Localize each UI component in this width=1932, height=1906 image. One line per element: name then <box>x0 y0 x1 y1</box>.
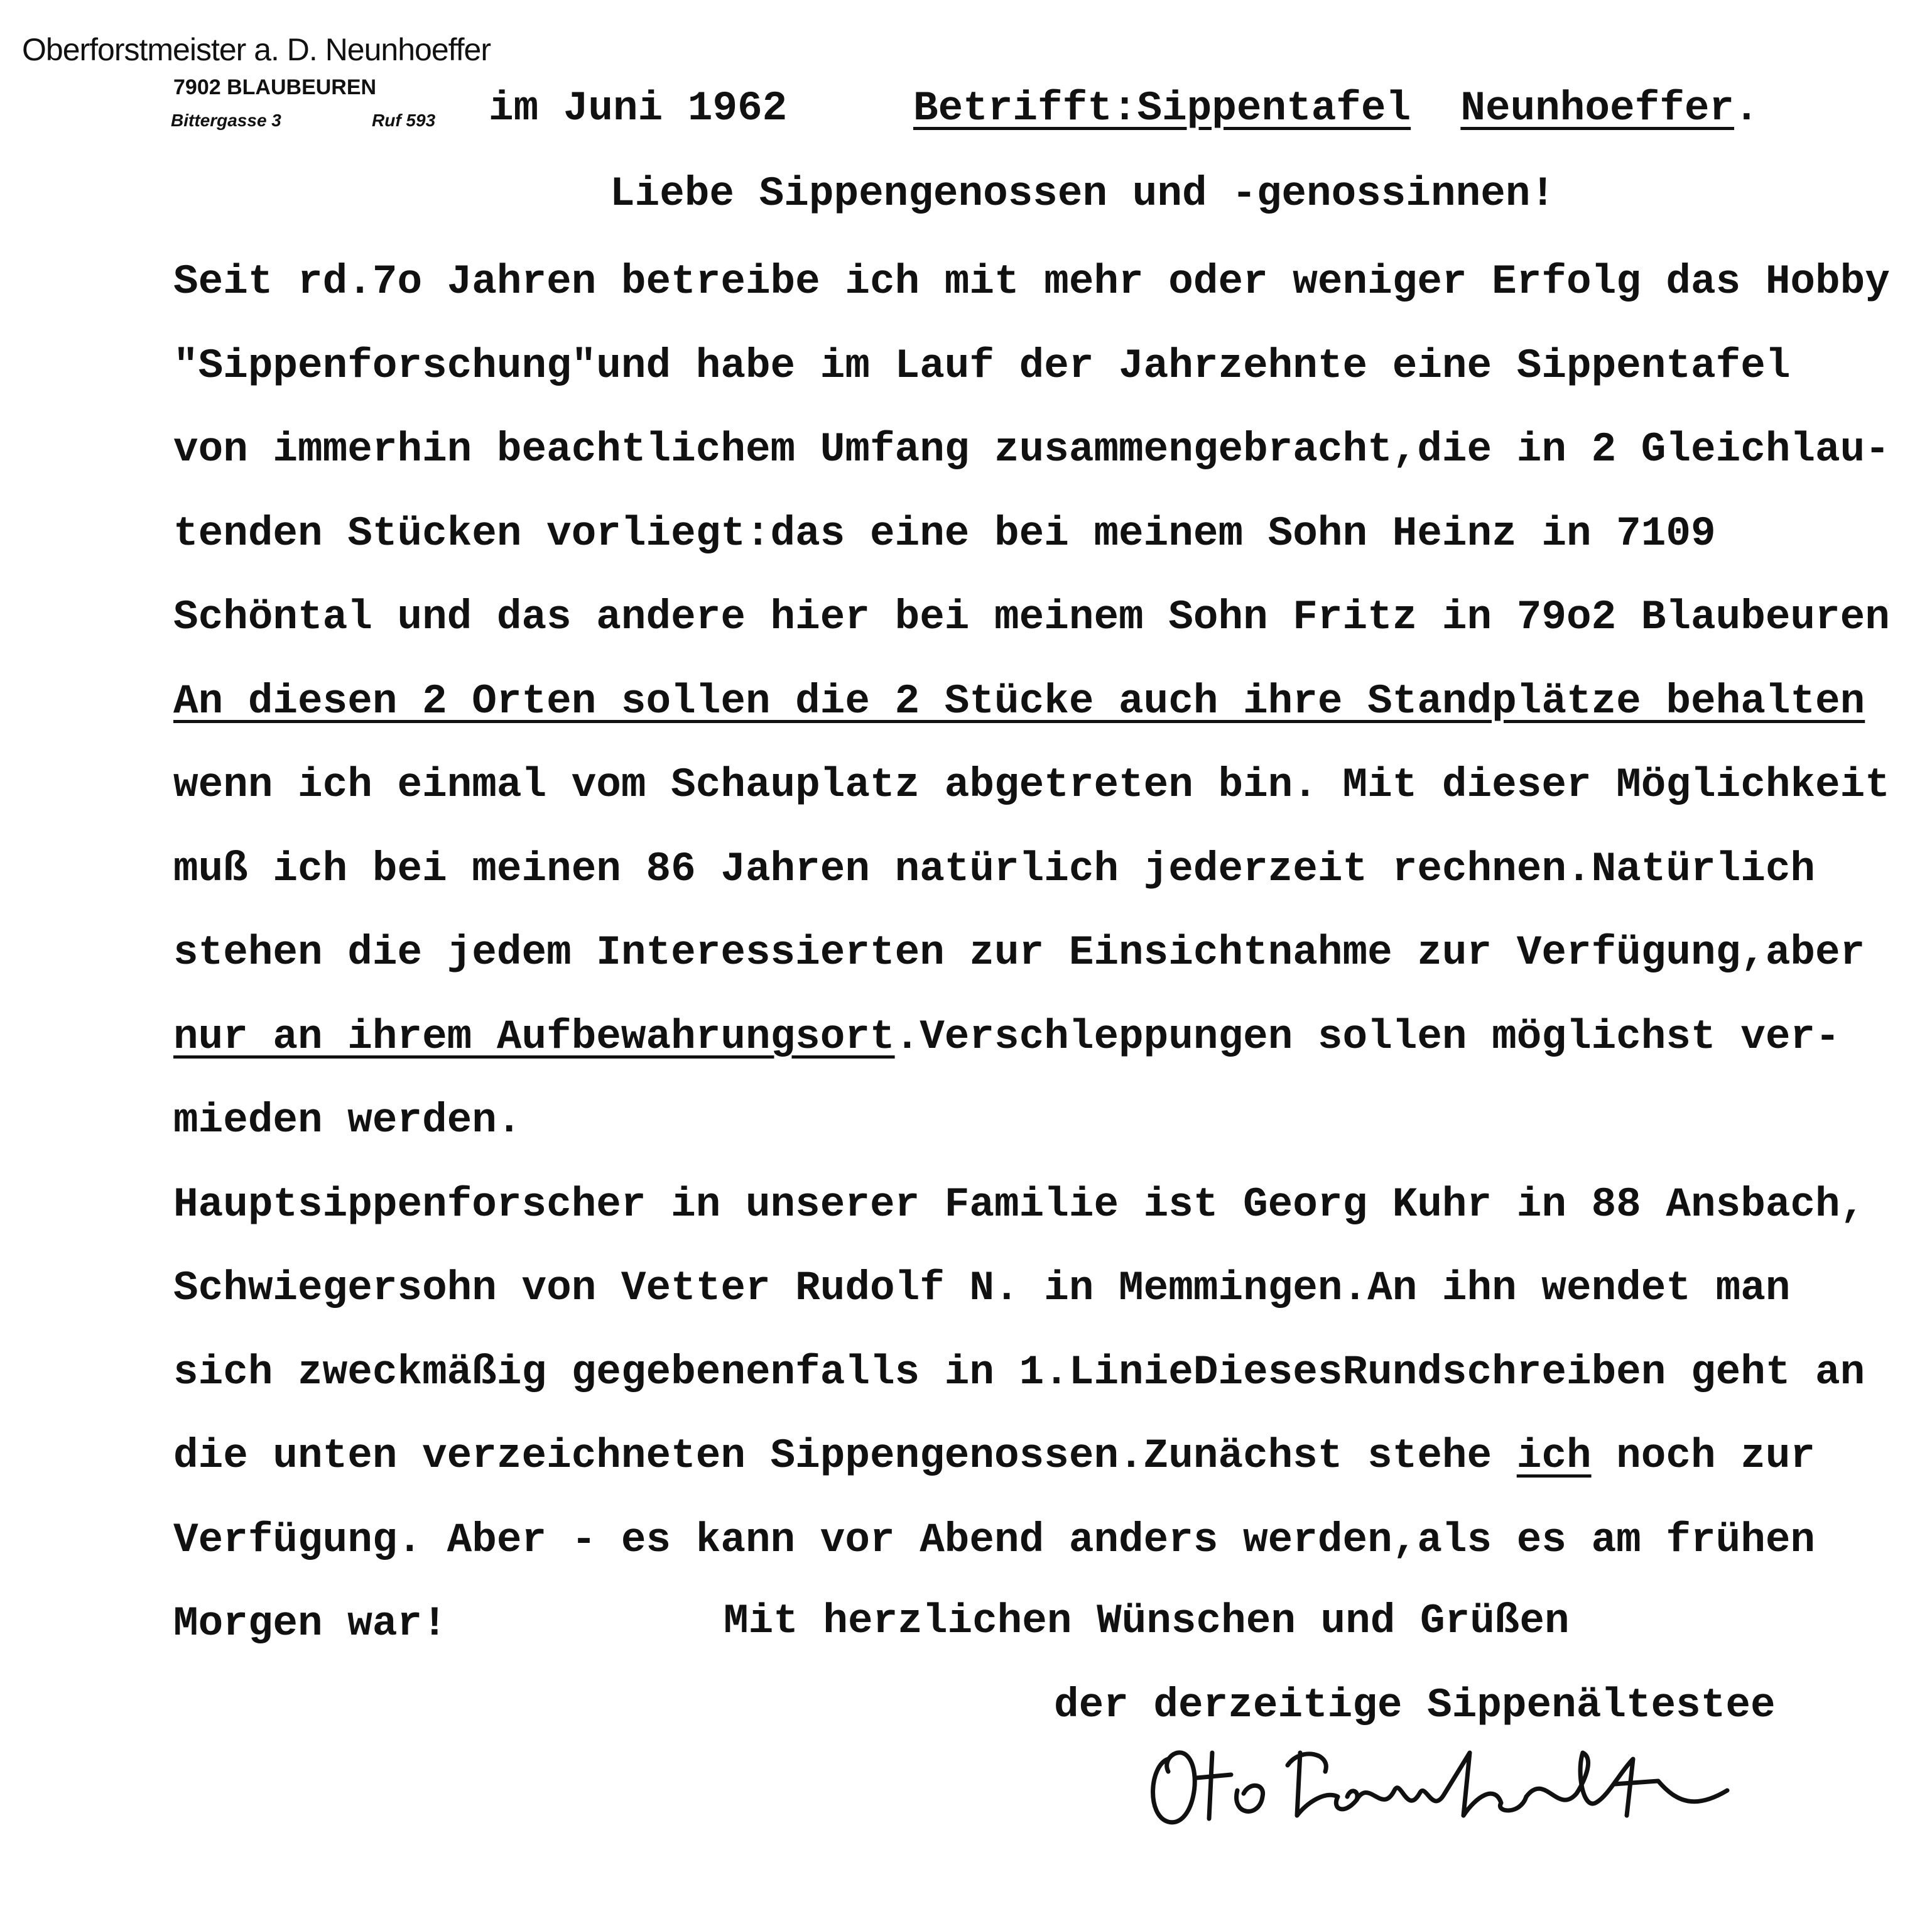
body-line <box>173 1348 1865 1396</box>
body-line <box>173 1265 1791 1312</box>
letter-date: im Juni 1962 <box>489 85 788 132</box>
body-text: Seit rd.7o Jahren betreibe ich mit mehr oder weniger Erfolg das Hobby <box>173 258 1890 305</box>
letterhead-phone: Ruf 593 <box>372 111 436 130</box>
subject-segment: Betrifft:Sippentafel <box>913 85 1411 132</box>
body-text: Hauptsippenforscher in unserer Familie ist Georg Kuhr in 88 Ansbach, <box>173 1180 1865 1228</box>
body-text: die unten verzeichneten Sippengenossen.Zunächst stehe <box>173 1432 1517 1479</box>
body-text: von immerhin beachtlichem Umfang zusammengebracht,die in 2 Gleichlau- <box>173 426 1890 473</box>
body-text: Verfügung. Aber - es kann vor Abend anders werden,als es am frühen <box>173 1516 1816 1564</box>
body-line <box>173 929 1865 976</box>
body-text: Schöntal und das andere hier bei meinem Sohn Fritz in 79o2 Blaubeuren <box>173 594 1890 641</box>
body-line <box>173 1516 1816 1564</box>
body-text: noch zur <box>1591 1432 1816 1479</box>
body-line <box>173 1600 447 1647</box>
body-line <box>173 845 1816 893</box>
body-line <box>173 426 1890 473</box>
body-line <box>173 1180 1865 1228</box>
subject-segment: Neunhoeffer <box>1460 85 1735 132</box>
salutation: Liebe Sippengenossen und -genossinnen! <box>610 170 1556 217</box>
letterhead-street: Bittergasse 3 <box>171 111 281 130</box>
underlined-text: An diesen 2 Orten sollen die 2 Stücke auch ihre Standplätze behalten <box>173 677 1865 725</box>
body-line <box>173 1432 1816 1479</box>
underlined-text: ich <box>1516 1432 1592 1479</box>
body-text: Morgen war! <box>173 1600 447 1647</box>
body-text: .Verschleppungen sollen möglichst ver- <box>894 1013 1840 1060</box>
subject-segment <box>1411 85 1460 132</box>
sender-role: der derzeitige Sippenältestee <box>1054 1682 1776 1729</box>
signature <box>1143 1734 1746 1834</box>
body-line <box>173 761 1890 809</box>
body-text: "Sippenforschung"und habe im Lauf der Jahrzehnte eine Sippentafel <box>173 342 1791 389</box>
body-text: stehen die jedem Interessierten zur Einsichtnahme zur Verfügung,aber <box>173 929 1865 976</box>
body-text: wenn ich einmal vom Schauplatz abgetreten bin. Mit dieser Möglichkeit <box>173 761 1890 809</box>
closing: Mit herzlichen Wünschen und Grüßen <box>724 1598 1570 1645</box>
body-text: sich zweckmäßig gegebenenfalls in 1.LinieDiesesRundschreiben geht an <box>173 1348 1865 1396</box>
letterhead-city: 7902 BLAUBEUREN <box>173 75 377 99</box>
body-line <box>173 594 1890 641</box>
subject-segment: . <box>1734 85 1759 132</box>
body-text: tenden Stücken vorliegt:das eine bei meinem Sohn Heinz in 7109 <box>173 509 1716 557</box>
subject-line <box>913 85 1759 132</box>
body-text: muß ich bei meinen 86 Jahren natürlich jederzeit rechnen.Natürlich <box>173 845 1816 893</box>
body-text: Schwiegersohn von Vetter Rudolf N. in Memmingen.An ihn wendet man <box>173 1265 1791 1312</box>
body-line <box>173 1013 1840 1060</box>
underlined-text: nur an ihrem Aufbewahrungsort <box>173 1013 895 1060</box>
body-line <box>173 677 1865 725</box>
body-line <box>173 342 1791 389</box>
body-line <box>173 509 1716 557</box>
body-line <box>173 258 1890 305</box>
letterhead-name: Oberforstmeister a. D. Neunhoeffer <box>22 32 491 67</box>
body-line <box>173 1097 522 1144</box>
body-text: mieden werden. <box>173 1097 522 1144</box>
